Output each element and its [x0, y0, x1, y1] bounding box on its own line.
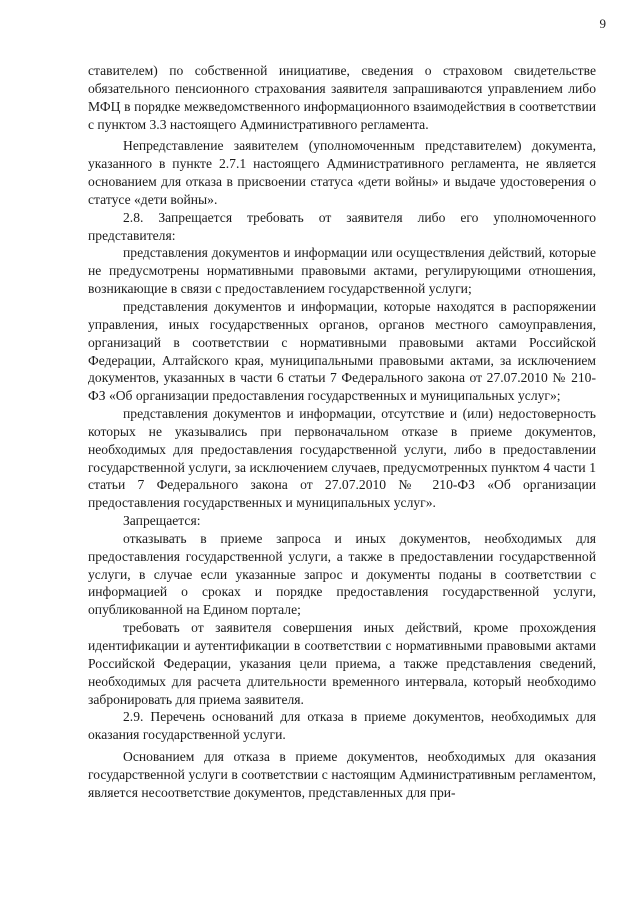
paragraph-continuation: ставителем) по собственной инициативе, сведения о страховом свидетельстве обязательного пенсионного страхования заявителя запрашиваются управлением либо МФЦ в порядке межведомственного информационного взаимодействия в соответствии с пунктом 3.3 настоящего Административного регламента. — [88, 63, 596, 132]
paragraph-2-8-item-1: представления документов и информации или осуществления действий, которые не предусмотрены нормативными правовыми актами, регулирующими отношения, возникающие в связи с предоставлением государственной услуги; — [88, 245, 596, 297]
paragraph-2-8-heading: 2.8. Запрещается требовать от заявителя либо его уполномоченного представителя: — [88, 209, 596, 243]
paragraph-nonsubmission: Непредставление заявителем (уполномоченным представителем) документа, указанного в пункте 2.7.1 настоящего Административного регламента, не является основанием для отказа в присвоении статуса «дети войны» и выдаче удостоверения о статусе «дети войны». — [88, 138, 596, 207]
paragraph-prohibited-heading: Запрещается: — [123, 513, 201, 529]
paragraph-2-9-grounds: Основанием для отказа в приеме документов, необходимых для оказания государственной услуги в соответствии с настоящим Административным регламентом, является несоответствие документов, представленных для при- — [88, 749, 596, 800]
paragraph-prohibited-item-2: требовать от заявителя совершения иных действий, кроме прохождения идентификации и аутентификации в соответствии с нормативными правовыми актами Российской Федерации, указания цели приема, а также представления сведений, необходимых для расчета длительности временного интервала, который необходимо забронировать для приема заявителя. — [88, 620, 596, 707]
document-body — [88, 62, 596, 802]
paragraph-2-8-item-2: представления документов и информации, которые находятся в распоряжении управления, иных государственных органов, органов местного самоуправления, организаций в соответствии с нормативными правовыми актами Российской Федерации, Алтайского края, муниципальными правовыми актами, за исключением документов, указанных в части 6 статьи 7 Федерального закона от 27.07.2010 № 210-ФЗ «Об организации предоставления государственных и муниципальных услуг»; — [88, 298, 596, 404]
paragraph-2-9-heading: 2.9. Перечень оснований для отказа в приеме документов, необходимых для оказания государственной услуги. — [88, 709, 596, 743]
paragraph-prohibited-item-1: отказывать в приеме запроса и иных документов, необходимых для предоставления государственной услуги, а также в предоставлении государственной услуги, в случае если указанные запрос и документы поданы в соответствии с информацией о сроках и порядке предоставления государственной услуги, опубликованной на Едином портале; — [88, 530, 596, 618]
page-number: 9 — [599, 16, 606, 31]
paragraph-2-8-item-3: представления документов и информации, отсутствие и (или) недостоверность которых не указывались при первоначальном отказе в приеме документов, необходимых для предоставления государственной услуги, либо в предоставлении государственной услуги, за исключением случаев, предусмотренных пунктом 4 части 1 статьи 7 Федерального закона от 27.07.2010 № 210-ФЗ «Об организации предоставления государственных и муниципальных услуг». — [88, 406, 596, 511]
